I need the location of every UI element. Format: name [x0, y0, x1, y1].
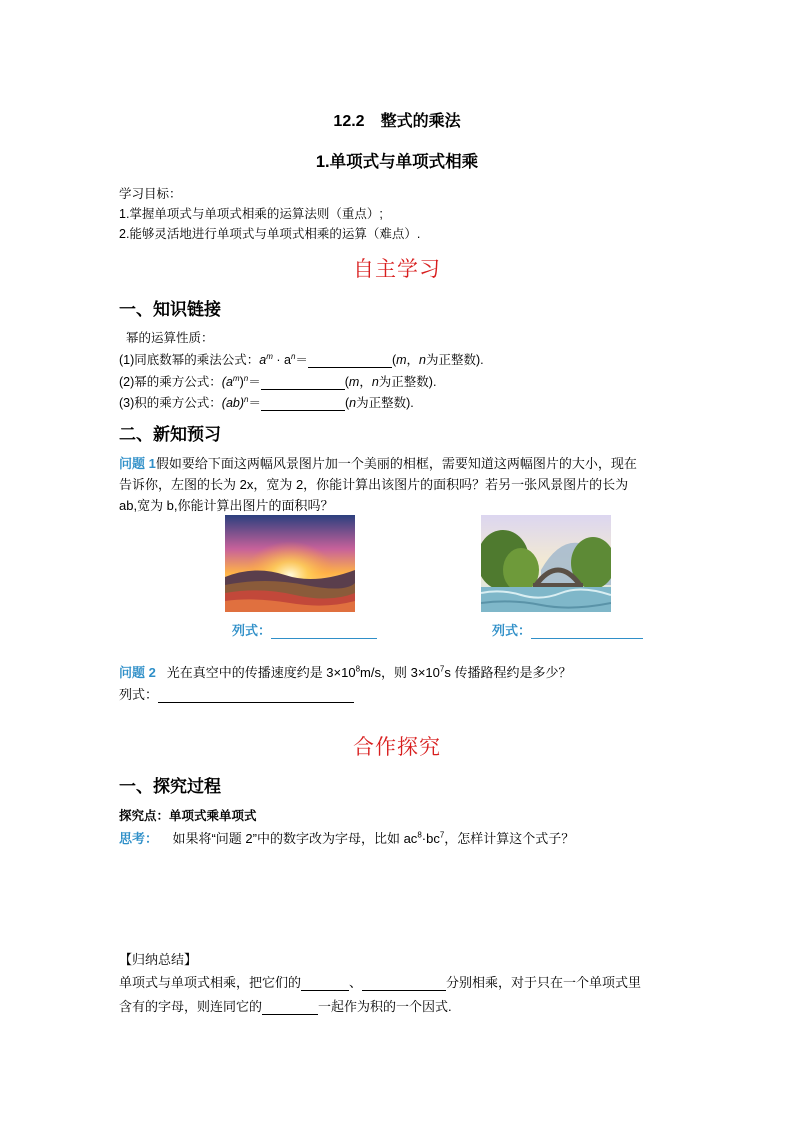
- answer-left-blank[interactable]: [271, 626, 377, 639]
- page-title: 12.2 整式的乘法: [333, 113, 461, 130]
- objective-item-1: 1.掌握单项式与单项式相乘的运算法则（重点）;: [119, 207, 383, 221]
- formula-line-1: (1)同底数幂的乘法公式：$a^m \cdot a^n= (m$，n为正整数).: [119, 351, 484, 367]
- question-1-line-1: 问题 1假如要给下面这两幅风景图片加一个美丽的相框，需要知道这两幅图片的大小，现在: [119, 456, 637, 471]
- objective-item-2: 2.能够灵活地进行单项式与单项式相乘的运算（难点）.: [119, 227, 421, 241]
- power-rules-intro: 幂的运算性质：: [126, 331, 214, 345]
- answer-right-blank[interactable]: [531, 626, 643, 639]
- formula-line-3: (3)积的乘方公式：(ab)$^n$＝ (n为正整数).: [119, 394, 414, 410]
- question-2-answer: 列式：: [119, 684, 354, 703]
- think-question: 思考： 如果将“问题 2”中的数字改为字母，比如 $ac^8\cdot bc^7$，怎样计算这个式子？: [119, 830, 575, 846]
- question-2: 问题 2 光在真空中的传播速度约是 $3\times 10^8m/s$，则 $3\times 10^7s$ 传播路程约是多少？: [119, 664, 572, 680]
- answer-left: 列式：: [232, 620, 377, 639]
- question-1-line-2: 告诉你，左图的长为 2x，宽为 2，你能计算出该图片的面积吗？若另一张风景图片的长为: [119, 477, 629, 492]
- think-label: 思考：: [119, 831, 159, 846]
- section-self-study: 自主学习: [353, 258, 441, 281]
- question-1-label: 问题 1: [119, 456, 156, 471]
- explore-point: 探究点：单项式乘单项式: [119, 809, 257, 823]
- objectives-heading: 学习目标：: [119, 187, 182, 201]
- question-2-label: 问题 2: [119, 665, 156, 680]
- answer-right: 列式：: [492, 620, 643, 639]
- blank-field[interactable]: [261, 377, 345, 390]
- summary-heading: 【归纳总结】: [119, 952, 198, 967]
- section-cooperate: 合作探究: [353, 736, 441, 759]
- new-preview-heading: 二、新知预习: [119, 425, 221, 444]
- sunset-landscape-image: [225, 515, 355, 612]
- formula-line-2: (2)幂的乘方公式：$(a^m)^n= (m$，n为正整数).: [119, 373, 437, 389]
- question-2-answer-blank[interactable]: [158, 690, 354, 703]
- summary-blank-1[interactable]: [301, 978, 349, 991]
- knowledge-link-heading: 一、知识链接: [119, 300, 221, 319]
- blank-field[interactable]: [308, 355, 392, 368]
- summary-line-1: 单项式与单项式相乘，把它们的 、 分别相乘，对于只在一个单项式里: [119, 975, 642, 990]
- summary-blank-2[interactable]: [362, 978, 446, 991]
- question-1-line-3: ab,宽为 b,你能计算出图片的面积吗？: [119, 498, 334, 513]
- summary-blank-3[interactable]: [262, 1002, 318, 1015]
- summary-line-2: 含有的字母，则连同它的 一起作为积的一个因式.: [119, 999, 452, 1014]
- explore-heading: 一、探究过程: [119, 777, 221, 796]
- blank-field[interactable]: [261, 398, 345, 411]
- bridge-landscape-image: [481, 515, 611, 612]
- page-subtitle: 1.单项式与单项式相乘: [315, 153, 479, 171]
